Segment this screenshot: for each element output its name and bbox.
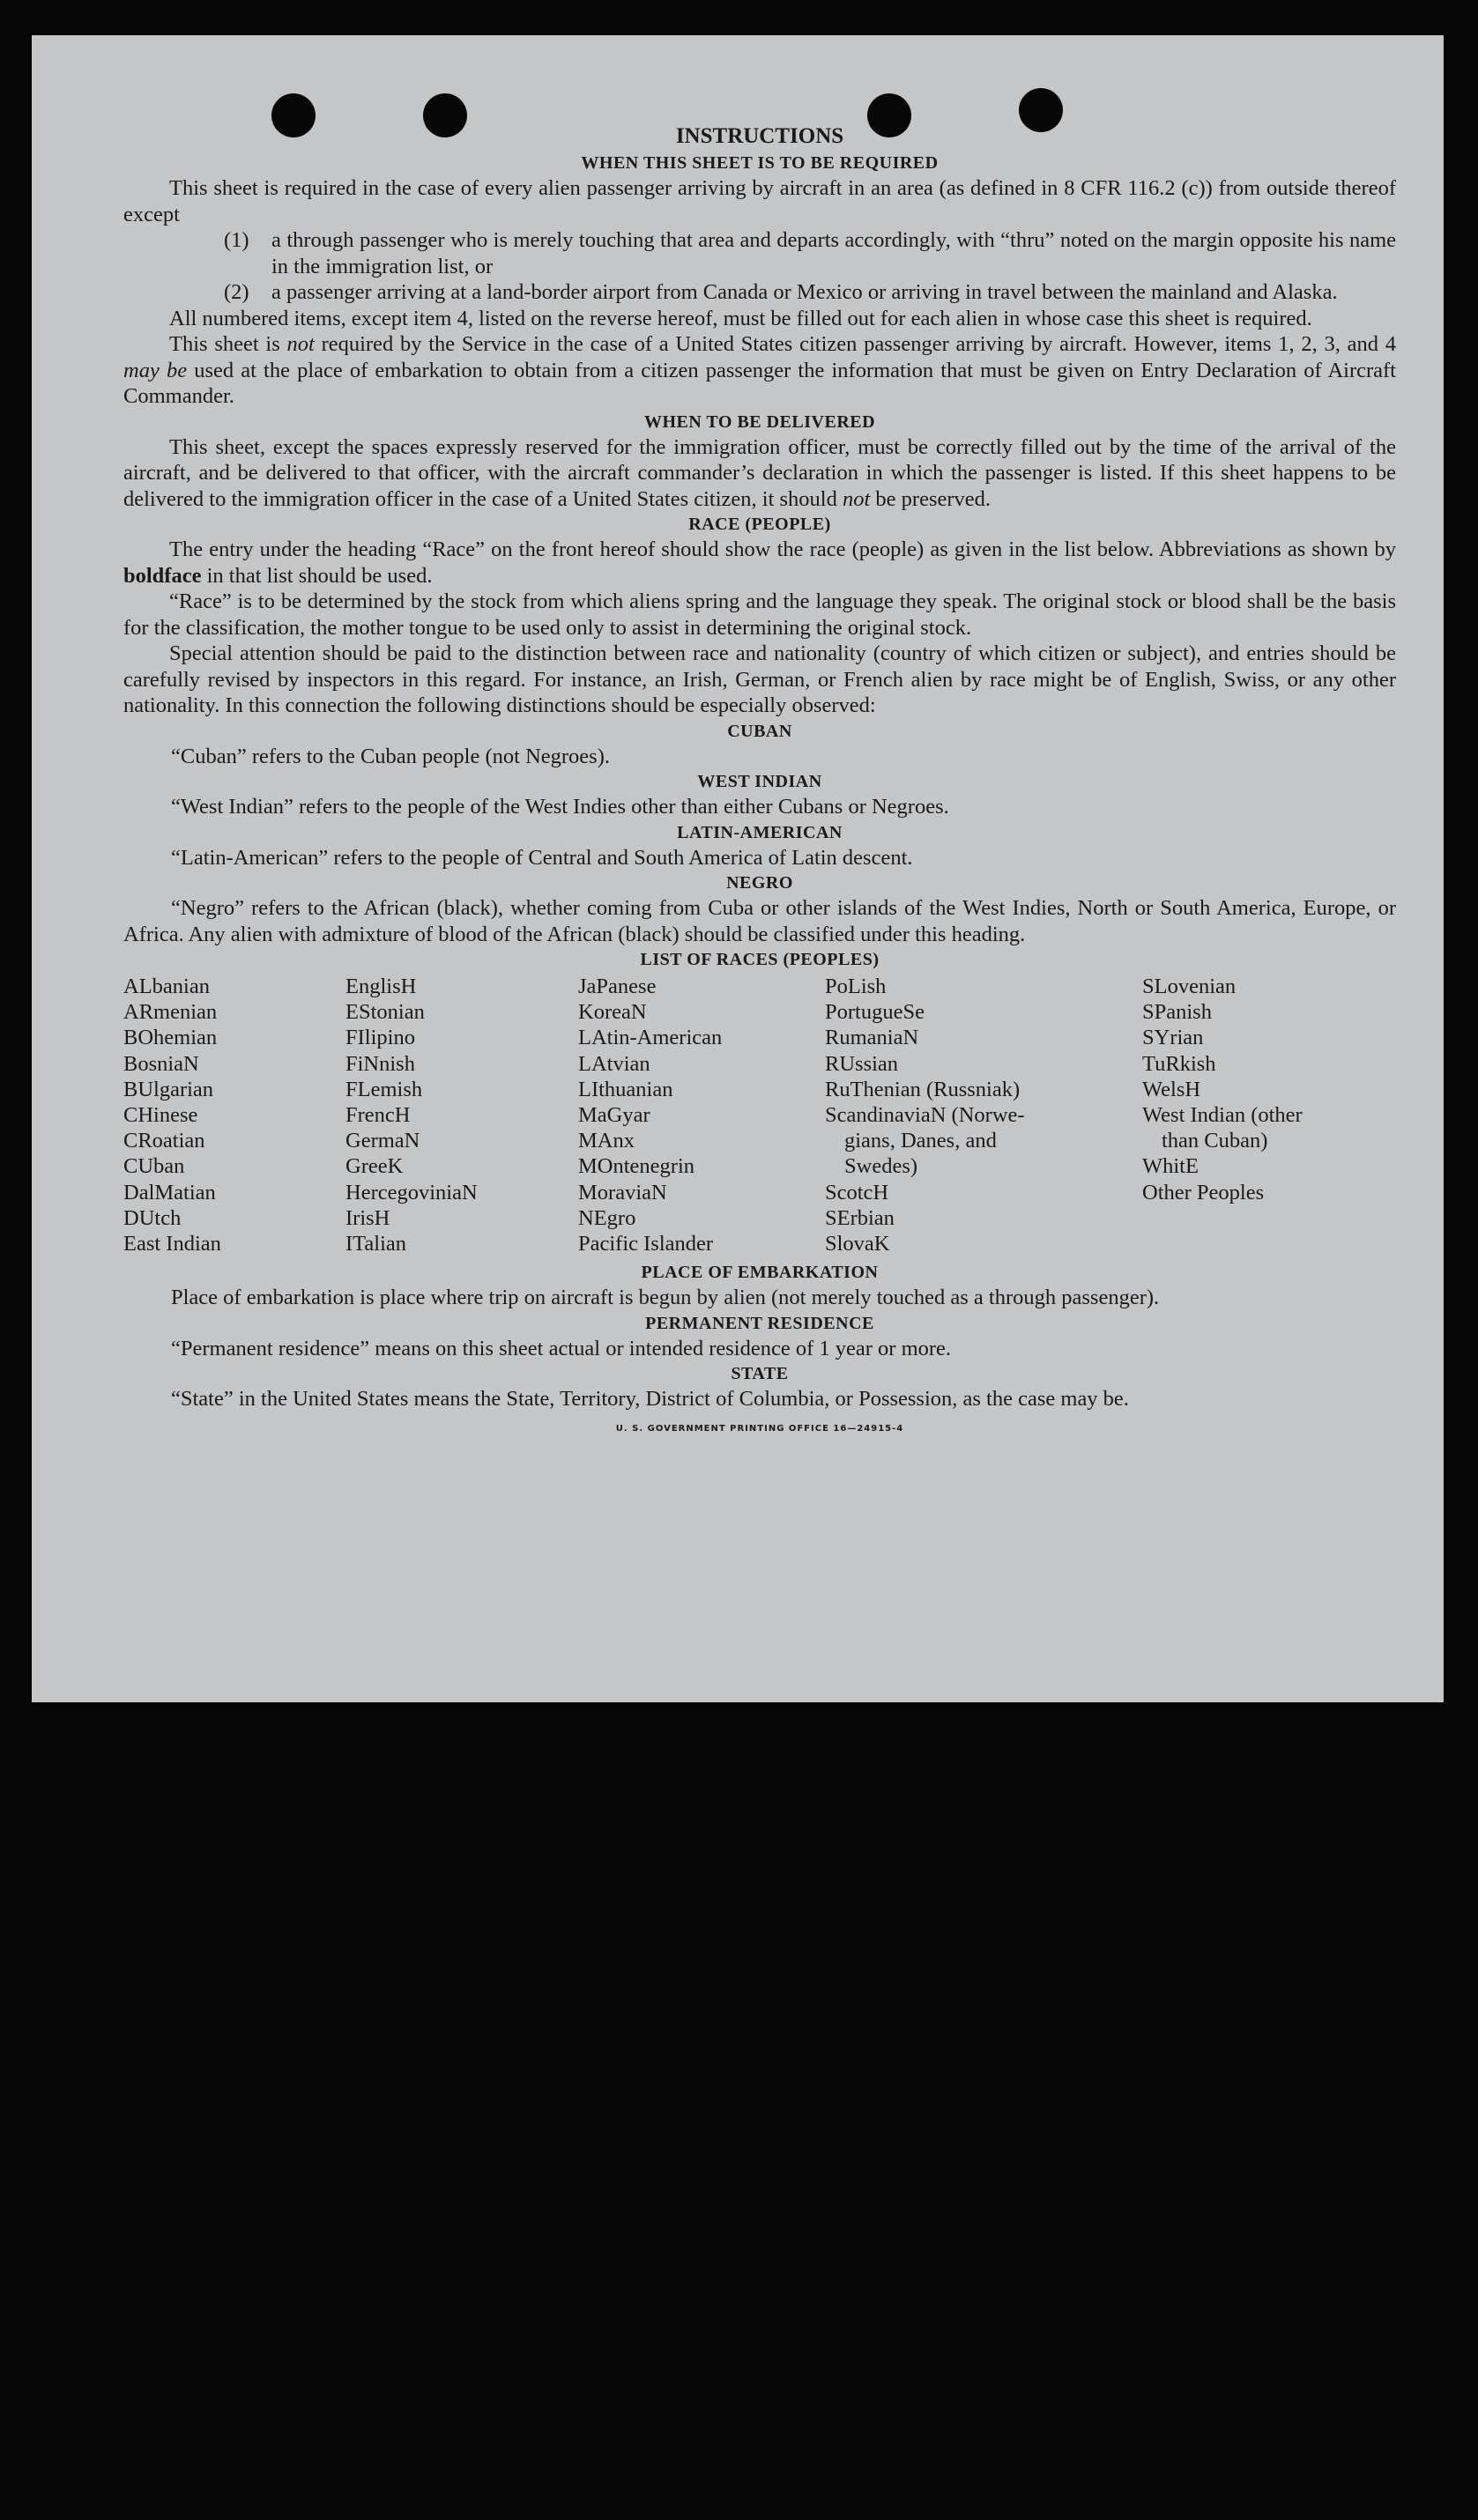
race-column <box>1142 974 1396 1256</box>
list-item <box>224 279 1396 306</box>
section-heading: WHEN THIS SHEET IS TO BE REQUIRED <box>581 153 939 173</box>
race-item: PoLish <box>825 975 887 998</box>
definition: “West Indian” refers to the people of the West Indies other than either Cubans or Negroes. <box>171 795 949 819</box>
item-text: a passenger arriving at a land-border airport from Canada or Mexico or arriving in travel between the mainland and Alaska. <box>271 280 1338 304</box>
race-column <box>123 974 345 1256</box>
race-item: RuThenian (Russniak) <box>825 1077 1021 1101</box>
race-item: FiNnish <box>345 1051 415 1076</box>
race-item: DUtch <box>123 1205 182 1230</box>
race-item: Swedes) <box>844 1154 918 1179</box>
race-column <box>345 974 578 1256</box>
race-item: Pacific Islander <box>578 1232 714 1256</box>
race-item: Other Peoples <box>1142 1180 1265 1204</box>
race-item: East Indian <box>123 1232 221 1256</box>
race-item: LIthuanian <box>578 1077 673 1101</box>
printer-imprint: U. S. GOVERNMENT PRINTING OFFICE 16—24915-4 <box>615 1423 904 1434</box>
section-heading: LATIN-AMERICAN <box>677 822 843 842</box>
definition: “Permanent residence” means on this sheet actual or intended residence of 1 year or more. <box>171 1336 952 1360</box>
text-run: used at the place of embarkation to obtain from a citizen passenger the information that must be given on Entry Declaration of Aircraft Commander. <box>123 358 1396 408</box>
paragraph <box>123 537 1396 589</box>
race-item: SYrian <box>1142 1026 1204 1050</box>
race-item: ALbanian <box>123 975 210 998</box>
race-item: RUssian <box>825 1051 899 1076</box>
race-item: ARmenian <box>123 1000 218 1025</box>
race-item: JaPanese <box>578 975 657 998</box>
race-item: SlovaK <box>825 1232 890 1256</box>
page-title: INSTRUCTIONS <box>675 124 844 148</box>
race-item: NEgro <box>578 1205 636 1230</box>
section-heading: RACE (PEOPLE) <box>688 515 831 534</box>
race-item: WhitE <box>1142 1154 1199 1179</box>
race-item: BOhemian <box>123 1026 218 1050</box>
race-item: BosniaN <box>123 1051 199 1076</box>
race-item: GreeK <box>345 1154 404 1179</box>
race-item: BUlgarian <box>123 1077 214 1101</box>
race-item: CRoatian <box>123 1129 205 1153</box>
text-run: required by the Service in the case of a United States citizen passenger arriving by aircraft. However, items 1, 2, 3, and 4 <box>314 332 1396 356</box>
text-run: This sheet, except the spaces expressly reserved for the immigration officer, must be correctly filled out by the time of the arrival of the aircraft, and be delivered to that officer, with the aircraft commander’s declaration in which the passenger is listed. If this sheet happens to be delivered to the immigration officer in the case of a United States citizen, it should <box>123 434 1396 511</box>
race-item: SLovenian <box>1142 975 1237 998</box>
text-run-italic: not <box>286 332 315 356</box>
race-item: ScandinaviaN (Norwe- <box>825 1103 1025 1128</box>
race-item: CUban <box>123 1154 185 1179</box>
paragraph <box>123 434 1396 513</box>
race-item: MAnx <box>578 1129 635 1153</box>
text-run: be preserved. <box>870 486 992 511</box>
paragraph: All numbered items, except item 4, listed on the reverse hereof, must be filled out for each alien in whose case this sheet is required. <box>169 306 1312 330</box>
race-item: EnglisH <box>345 975 417 998</box>
section-heading: STATE <box>731 1364 789 1384</box>
instructions-body <box>123 115 1396 1442</box>
section-heading: WEST INDIAN <box>697 772 822 791</box>
text-run: The entry under the heading “Race” on the front hereof should show the race (people) as given in the list below. Abbreviations as shown by <box>169 537 1396 561</box>
section-heading: PLACE OF EMBARKATION <box>641 1263 879 1283</box>
definition: Place of embarkation is place where trip on aircraft is begun by alien (not merely touched as a through passenger). <box>171 1286 1160 1310</box>
race-item: PortugueSe <box>825 1000 925 1025</box>
text-run: This sheet is <box>169 332 287 356</box>
text-run-bold: boldface <box>123 563 202 588</box>
race-item: MaGyar <box>578 1103 650 1128</box>
race-item: ITalian <box>345 1232 407 1256</box>
text-run-italic: may be <box>123 358 188 382</box>
definition: “Latin-American” refers to the people of Central and South America of Latin descent. <box>171 845 913 870</box>
definition: “State” in the United States means the State, Territory, District of Columbia, or Possession, as the case may be. <box>171 1387 1129 1412</box>
item-number: (2) <box>224 280 249 304</box>
race-column <box>578 974 825 1256</box>
race-item: TuRkish <box>1142 1051 1216 1076</box>
race-column <box>825 974 1142 1256</box>
text-run: in that list should be used. <box>201 563 433 588</box>
section-heading: PERMANENT RESIDENCE <box>645 1313 874 1333</box>
race-item: West Indian (other <box>1142 1103 1303 1128</box>
race-item: EStonian <box>345 1000 425 1025</box>
definition: “Cuban” refers to the Cuban people (not Negroes). <box>171 744 610 768</box>
definition: “Negro” refers to the African (black), whether coming from Cuba or other islands of the West Indies, North or South America, Europe, or Africa. Any alien with admixture of blood of the African (black) should be classified under this heading. <box>123 896 1396 946</box>
race-item: FLemish <box>345 1077 423 1101</box>
section-heading: WHEN TO BE DELIVERED <box>643 411 876 432</box>
race-item: ScotcH <box>825 1180 889 1204</box>
race-item: LAtin-American <box>578 1026 723 1050</box>
race-list <box>123 974 1396 1256</box>
race-item: GermaN <box>345 1129 420 1153</box>
race-item: gians, Danes, and <box>844 1129 997 1153</box>
item-text: a through passenger who is merely touching that area and departs accordingly, with “thru” noted on the margin opposite his name in the immigration list, or <box>271 228 1396 278</box>
section-heading: NEGRO <box>726 873 793 893</box>
item-number: (1) <box>224 228 249 252</box>
section-heading: CUBAN <box>727 721 792 741</box>
race-item: than Cuban) <box>1162 1129 1268 1153</box>
race-item: WelsH <box>1142 1077 1201 1101</box>
list-item <box>224 227 1396 279</box>
text-run-italic: not <box>842 486 871 511</box>
race-item: HercegoviniaN <box>345 1180 478 1204</box>
race-item: CHinese <box>123 1103 198 1128</box>
section-heading: LIST OF RACES (PEOPLES) <box>640 950 880 969</box>
race-item: SErbian <box>825 1205 895 1230</box>
race-item: LAtvian <box>578 1051 650 1076</box>
paragraph <box>123 331 1396 410</box>
race-item: MOntenegrin <box>578 1154 694 1179</box>
race-item: FIlipino <box>345 1026 415 1050</box>
race-item: MoraviaN <box>578 1180 667 1204</box>
race-item: RumaniaN <box>825 1026 919 1050</box>
race-item: KoreaN <box>578 1000 647 1025</box>
race-item: DalMatian <box>123 1180 216 1204</box>
paragraph: “Race” is to be determined by the stock from which aliens spring and the language they speak. The original stock or blood shall be the basis for the classification, the mother tongue to be used only to assist in determining the original stock. <box>123 589 1396 640</box>
paragraph: This sheet is required in the case of every alien passenger arriving by aircraft in an area (as defined in 8 CFR 116.2 (c)) from outside thereof except <box>123 176 1396 226</box>
race-item: IrisH <box>345 1205 390 1230</box>
paragraph: Special attention should be paid to the distinction between race and nationality (country of which citizen or subject), and entries should be carefully revised by inspectors in this regard. For instance, an Irish, German, or French alien by race might be of English, Swiss, or any other nationality. In this connection the following distinctions should be especially observed: <box>123 641 1396 717</box>
race-item: SPanish <box>1142 1000 1212 1025</box>
document-sheet <box>32 35 1444 1702</box>
race-item: FrencH <box>345 1103 411 1128</box>
